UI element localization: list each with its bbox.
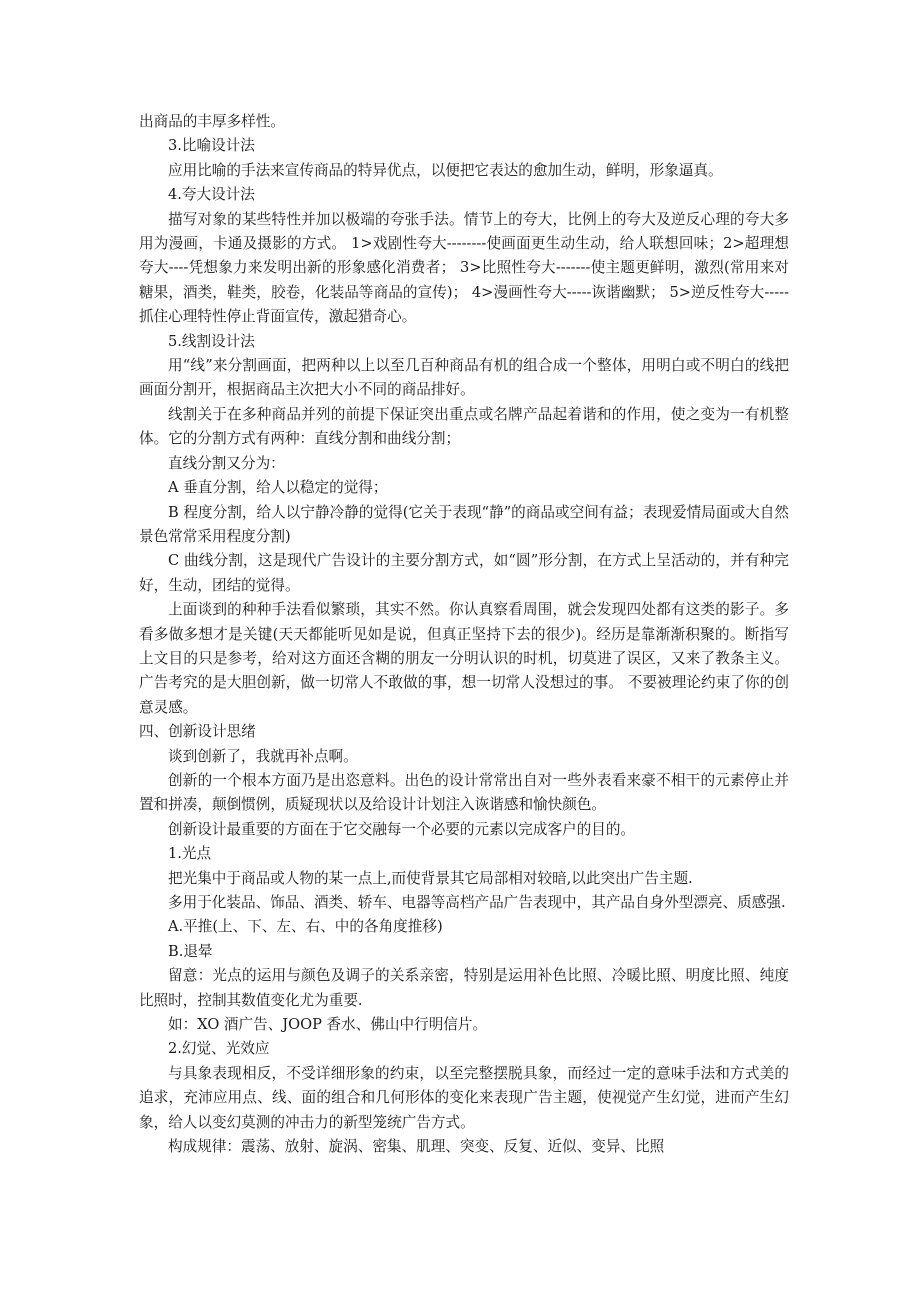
paragraph-note: 留意：光点的运用与颜色及调子的关系亲密，特别是运用补色比照、冷暖比照、明度比照、纯度比照时，控制其数值变化尤为重要. bbox=[139, 967, 789, 1009]
list-item-pan: A.平推(上、下、左、右、中的各角度推移) bbox=[168, 918, 443, 936]
paragraph-composition-rules: 构成规律：震荡、放射、旋涡、密集、肌理、突变、反复、近似、变异、比照 bbox=[168, 1138, 665, 1156]
list-item-horizontal-split: B 程度分割，给人以宁静冷静的觉得(它关于表现“静”的商品或空间有益；表现爱情局面或大自然景色常常采用程度分割) bbox=[139, 503, 789, 545]
list-item-gradient: B.退晕 bbox=[168, 942, 213, 960]
paragraph-light-point-usage: 多用于化装品、饰品、酒类、轿车、电器等高档产品广告表现中，其产品自身外型漂亮、质感强. bbox=[168, 894, 786, 911]
paragraph-metaphor: 应用比喻的手法来宣传商品的特异优点，以便把它表达的愈加生动，鲜明，形象逼真。 bbox=[168, 161, 723, 179]
heading-metaphor-method: 3.比喻设计法 bbox=[168, 137, 255, 155]
paragraph-line-split: 用“线”来分割画面，把两种以上以至几百种商品有机的组合成一个整体，用明白或不明白的线把画面分割开，根据商品主次把大小不同的商品排好。 bbox=[139, 357, 789, 399]
paragraph-line-split-effect: 线割关于在多种商品并列的前提下保证突出重点或名牌产品起着谐和的作用，使之变为一有机整体。它的分割方式有两种：直线分割和曲线分割； bbox=[139, 405, 789, 448]
heading-illusion: 2.幻觉、光效应 bbox=[168, 1040, 270, 1058]
paragraph-continuation: 出商品的丰厚多样性。 bbox=[139, 113, 285, 130]
list-item-vertical-split: A 垂直分割，给人以稳定的觉得； bbox=[168, 479, 388, 497]
paragraph-light-point: 把光集中于商品或人物的某一点上,而使背景其它局部相对较暗,以此突出广告主题. bbox=[168, 869, 693, 887]
heading-line-split-method: 5.线割设计法 bbox=[168, 332, 255, 350]
paragraph-straight-split: 直线分割又分为： bbox=[168, 454, 285, 472]
paragraph-innovation-intro: 谈到创新了，我就再补点啊。 bbox=[168, 747, 358, 765]
heading-light-point: 1.光点 bbox=[168, 845, 212, 863]
document-body bbox=[139, 110, 789, 1159]
heading-exaggeration-method: 4.夸大设计法 bbox=[168, 186, 255, 204]
paragraph-exaggeration: 描写对象的某些特性并加以极端的夸张手法。情节上的夸大，比例上的夸大及逆反心理的夸大多用为漫画，卡通及摄影的方式。 1>戏剧性夸大--------使画面更生动生动，给人联想回味；2>超理想夸大----凭想象力来发明出新的形象感化消费者； 3>比照性夸大-------使主题更鲜明，激烈(常用来对糖果，酒类，鞋类，胶卷，化装品等商品的宣传)； 4>漫画性夸大-----诙谐幽默； 5>逆反性夸大-----抓住心理特性停止背面宣传，激起猎奇心。 bbox=[139, 210, 789, 326]
list-item-curve-split: C 曲线分割，这是现代广告设计的主要分割方式，如“圆”形分割，在方式上呈活动的，并有种完好，生动，团结的觉得。 bbox=[139, 552, 789, 594]
paragraph-innovation-basic: 创新的一个根本方面乃是出恣意料。出色的设计常常出自对一些外表看来豪不相干的元素停止并置和拼凑，颠倒惯例，质疑现状以及给设计计划注入诙谐感和愉快颜色。 bbox=[139, 771, 789, 814]
paragraph-illusion: 与具象表现相反，不受详细形象的约束，以至完整摆脱具象，而经过一定的意味手法和方式美的追求，充沛应用点、线、面的组合和几何形体的变化来表现广告主题，使视觉产生幻觉，进而产生幻象，给人以变幻莫测的冲击力的新型笼统广告方式。 bbox=[139, 1064, 789, 1131]
paragraph-examples: 如：XO 酒广告、JOOP 香水、佛山中行明信片。 bbox=[168, 1016, 488, 1034]
paragraph-summary: 上面谈到的种种手法看似繁琐，其实不然。你认真察看周围，就会发现四处都有这类的影子。多看多做多想才是关键(天天都能听见如是说，但真正坚持下去的很少)。经历是靠渐渐积聚的。断指写上文目的只是参考，给对这方面还含糊的朋友一分明认识的时机，切莫进了误区，又来了教条主义。广告考究的是大胆创新，做一切常人不敢做的事，想一切常人没想过的事。 不要被理论约束了你的创意灵感。 bbox=[139, 601, 789, 716]
section-heading-innovation: 四、创新设计思绪 bbox=[139, 723, 256, 741]
paragraph-innovation-goal: 创新设计最重要的方面在于它交融每一个必要的元素以完成客户的目的。 bbox=[168, 820, 636, 838]
